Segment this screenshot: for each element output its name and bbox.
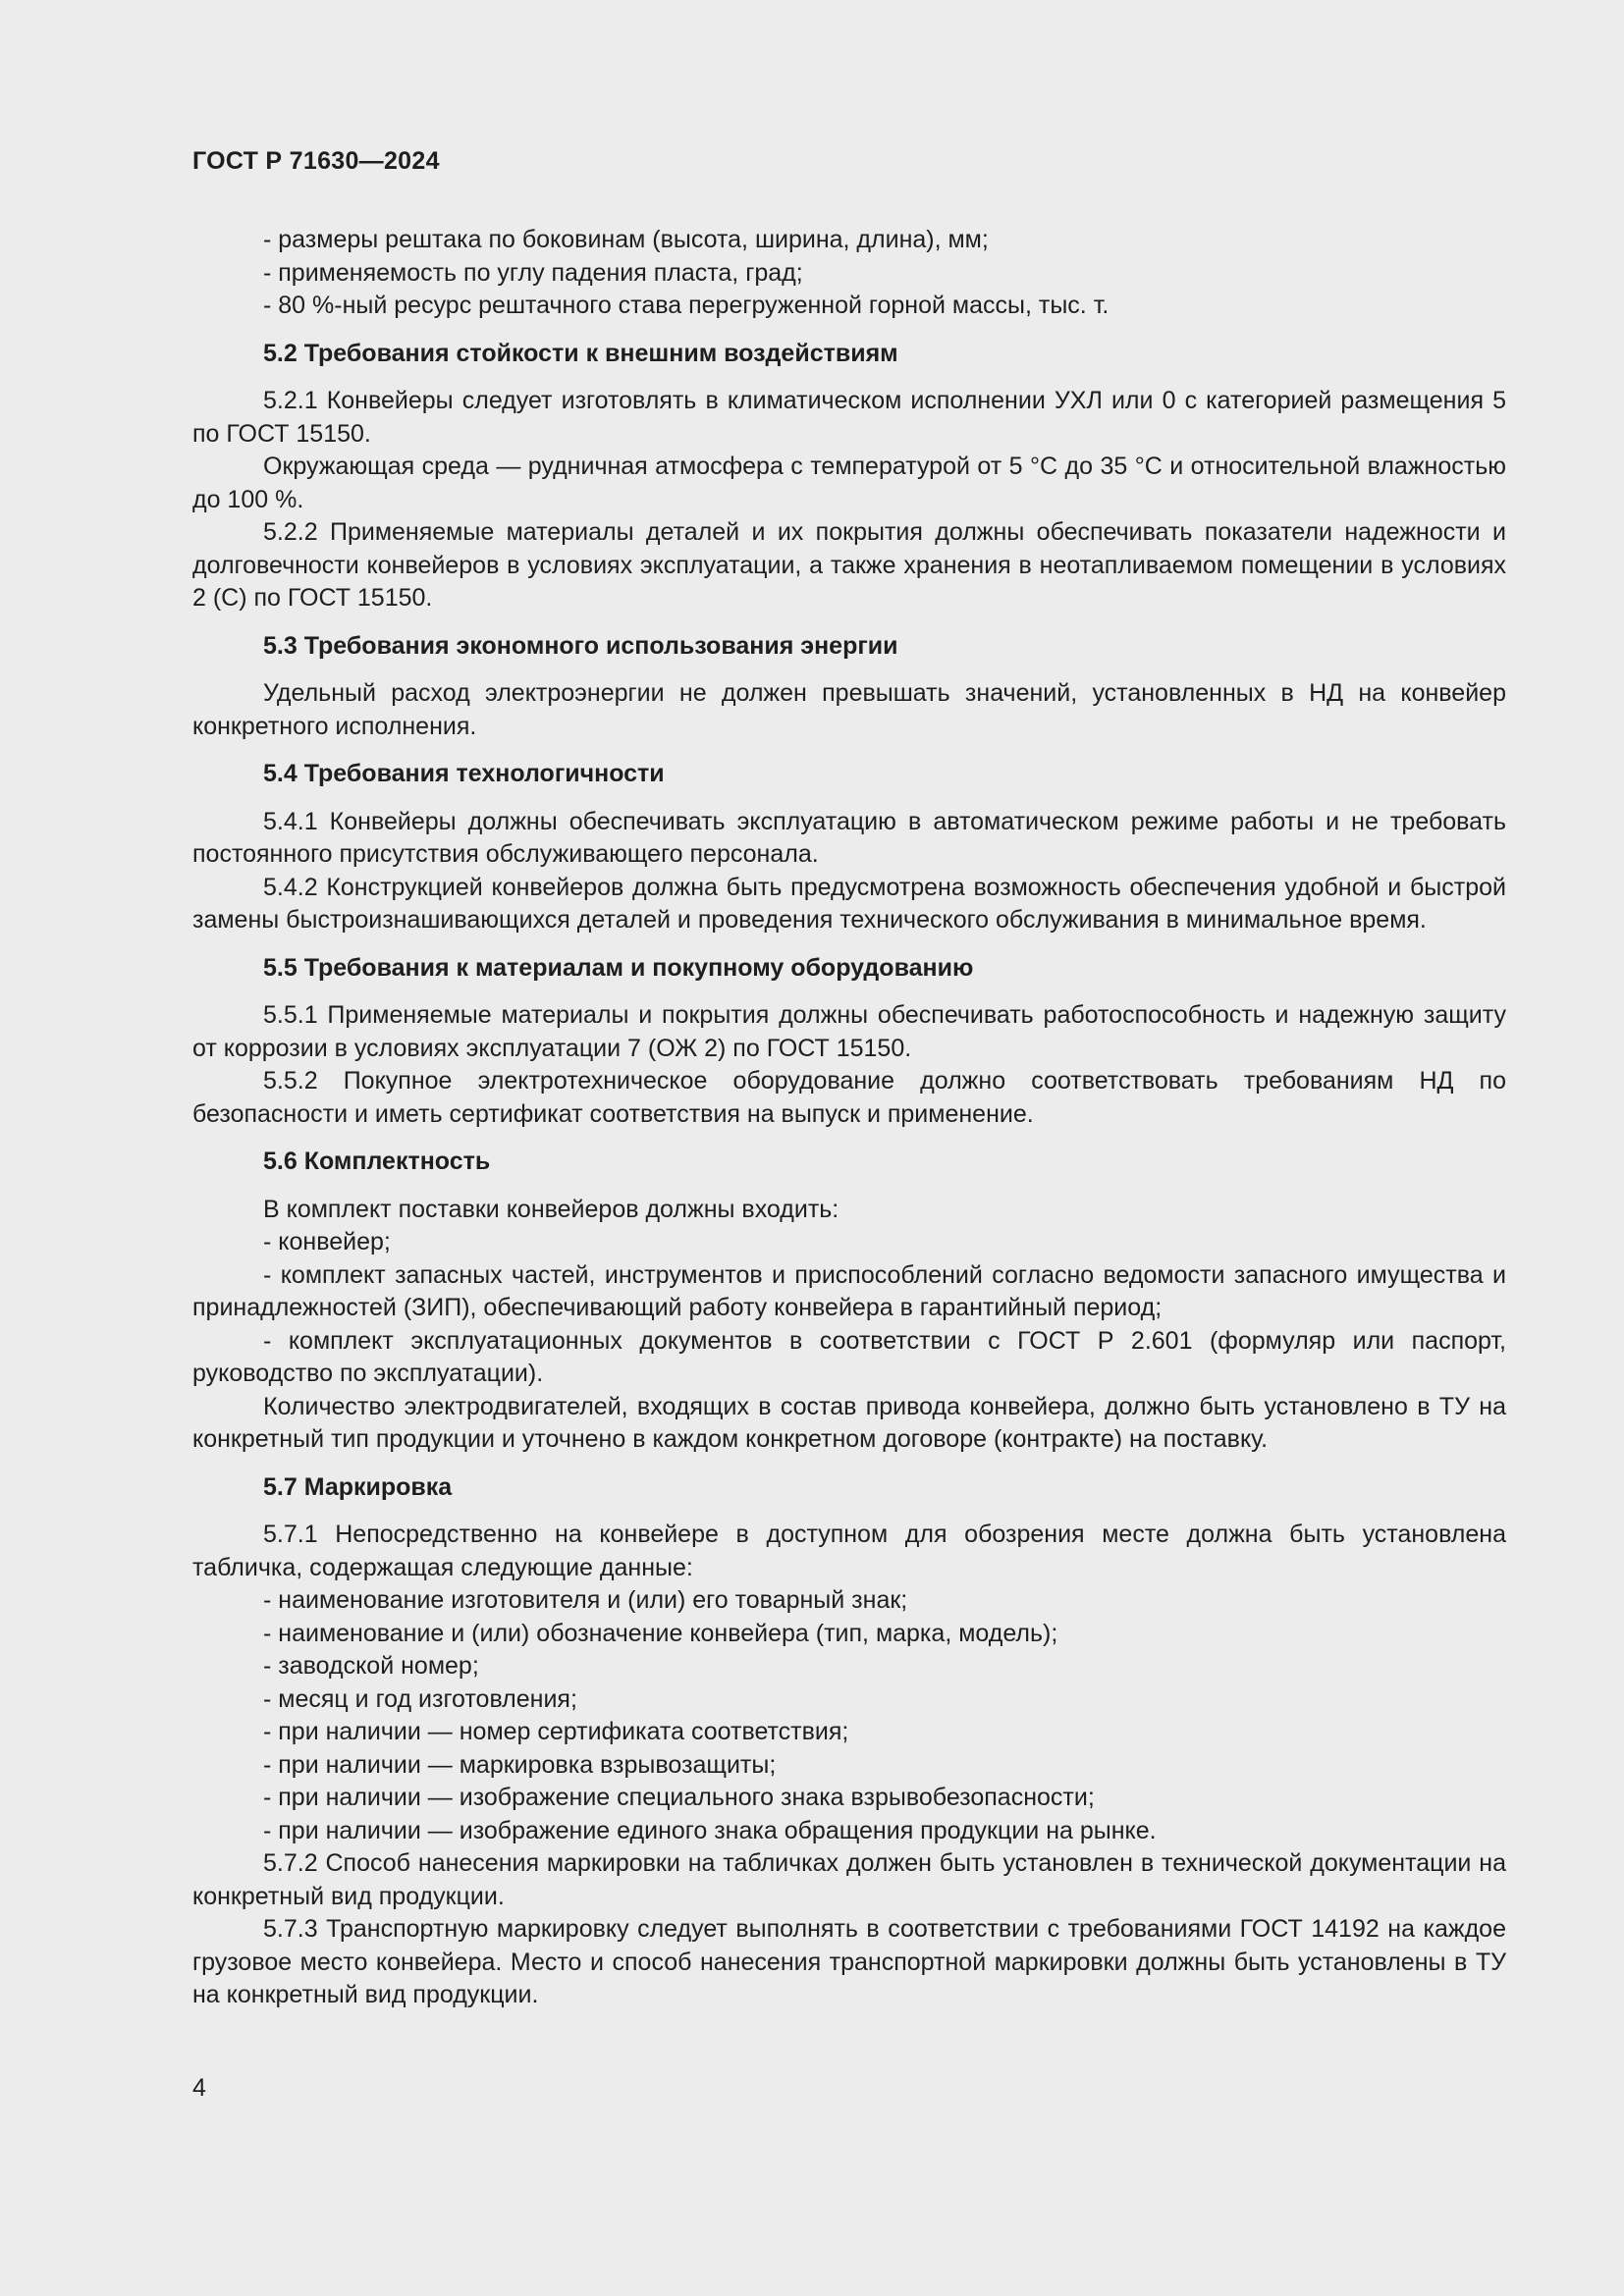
section-heading: 5.2 Требования стойкости к внешним воздействиям (263, 339, 898, 367)
paragraph: 5.7.2 Способ нанесения маркировки на табличках должен быть установлен в технической документации на конкретный вид продукции. (192, 1849, 1506, 1910)
list-item: - комплект запасных частей, инструментов и приспособлений согласно ведомости запасного имущества и принадлежностей (ЗИП), обеспечивающий работу конвейера в гарантийный период; (192, 1260, 1506, 1321)
list-item: - заводской номер; (263, 1652, 479, 1680)
paragraph: 5.4.2 Конструкцией конвейеров должна быть предусмотрена возможность обеспечения удобной и быстрой замены быстроизнашивающихся деталей и проведения технического обслуживания в минимальное время. (192, 873, 1506, 934)
section-heading: 5.7 Маркировка (263, 1472, 453, 1501)
paragraph: Окружающая среда — рудничная атмосфера с температурой от 5 °C до 35 °C и относительной влажностью до 100 %. (192, 453, 1506, 513)
list-item: - комплект эксплуатационных документов в соответствии с ГОСТ Р 2.601 (формуляр или паспорт, руководство по эксплуатации). (192, 1326, 1506, 1387)
list-item: - наименование изготовителя и (или) его товарный знак; (263, 1586, 908, 1614)
paragraph: 5.5.1 Применяемые материалы и покрытия должны обеспечивать работоспособность и надежную защиту от коррозии в условиях эксплуатации 7 (ОЖ 2) по ГОСТ 15150. (192, 1001, 1506, 1062)
section-heading: 5.4 Требования технологичности (263, 760, 665, 787)
paragraph: В комплект поставки конвейеров должны входить: (263, 1195, 839, 1223)
section-heading: 5.3 Требования экономного использования энергии (263, 631, 898, 660)
section-heading: 5.5 Требования к материалам и покупному оборудованию (263, 953, 974, 982)
paragraph: 5.2.1 Конвейеры следует изготовлять в климатическом исполнении УХЛ или 0 с категорией размещения 5 по ГОСТ 15150. (192, 387, 1506, 448)
paragraph: Количество электродвигателей, входящих в состав привода конвейера, должно быть установлено в ТУ на конкретный тип продукции и уточнено в каждом конкретном договоре (контракте) на поставку. (192, 1392, 1506, 1453)
paragraph: 5.4.1 Конвейеры должны обеспечивать эксплуатацию в автоматическом режиме работы и не требовать постоянного присутствия обслуживающего персонала. (192, 807, 1506, 868)
list-item: - конвейер; (263, 1228, 391, 1255)
paragraph: 5.5.2 Покупное электротехническое оборудование должно соответствовать требованиям НД по безопасности и иметь сертификат соответствия на выпуск и применение. (192, 1067, 1506, 1128)
paragraph: 5.7.3 Транспортную маркировку следует выполнять в соответствии с требованиями ГОСТ 14192 на каждое грузовое место конвейера. Место и способ нанесения транспортной маркировки должны быть установлены в ТУ на конкретный вид продукции. (192, 1915, 1506, 2008)
list-item: - месяц и год изготовления; (263, 1684, 577, 1713)
paragraph: Удельный расход электроэнергии не должен превышать значений, установленных в НД на конвейер конкретного исполнения. (192, 679, 1506, 740)
list-item: - при наличии — номер сертификата соответствия; (263, 1718, 849, 1745)
list-item: - при наличии — изображение специального знака взрывобезопасности; (263, 1784, 1095, 1811)
list-item: - при наличии — изображение единого знака обращения продукции на рынке. (263, 1816, 1157, 1844)
section-heading: 5.6 Комплектность (263, 1148, 491, 1175)
paragraph: 5.2.2 Применяемые материалы деталей и их покрытия должны обеспечивать показатели надежности и долговечности конвейеров в условиях эксплуатации, а также хранения в неотапливаемом помещении в условиях 2 (С) по ГОСТ 15150. (192, 518, 1506, 612)
list-item: - 80 %-ный ресурс рештачного става перегруженной горной массы, тыс. т. (263, 292, 1110, 319)
list-item: - при наличии — маркировка взрывозащиты; (263, 1750, 777, 1779)
document-header: ГОСТ Р 71630—2024 (192, 147, 440, 175)
document-body (192, 224, 1506, 2012)
paragraph: 5.7.1 Непосредственно на конвейере в доступном для обозрения месте должна быть установлена табличка, содержащая следующие данные: (192, 1521, 1506, 1581)
page-number: 4 (192, 2074, 206, 2102)
list-item: - применяемость по углу падения пласта, град; (263, 258, 803, 287)
list-item: - наименование и (или) обозначение конвейера (тип, марка, модель); (263, 1619, 1058, 1647)
list-item: - размеры рештака по боковинам (высота, ширина, длина), мм; (263, 226, 989, 253)
